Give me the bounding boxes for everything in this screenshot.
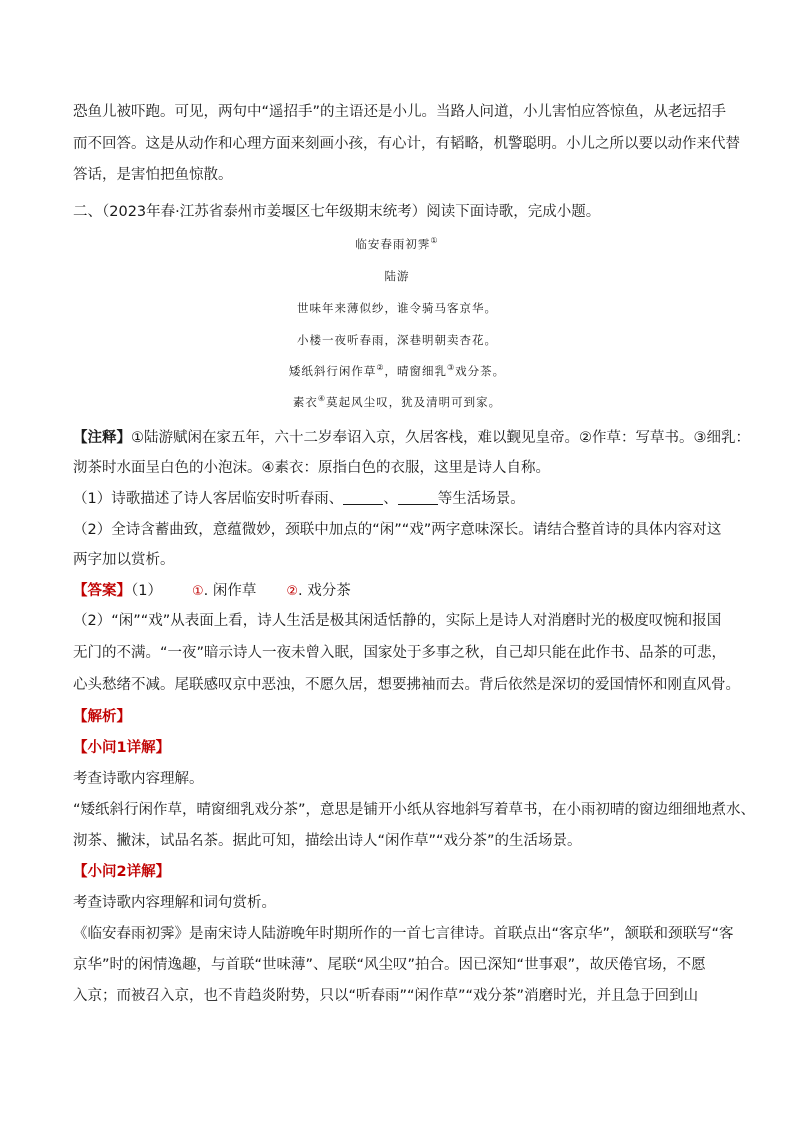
footnote-marker: ② bbox=[376, 363, 385, 373]
notes-line: 沏茶时水面呈白色的小泡沫。④素衣：原指白色的衣服，这里是诗人自称。 bbox=[73, 460, 550, 476]
notes-line: 【注释】①陆游赋闲在家五年，六十二岁奉诏入京，久居客栈，难以觐见皇帝。②作草：写草书。③细乳： bbox=[73, 430, 750, 446]
paragraph-line: 而不回答。这是从动作和心理方面来刻画小孩，有心计，有韬略，机警聪明。小儿之所以要以动作来代替 bbox=[73, 136, 740, 152]
poem-line: 小楼一夜听春雨，深巷明朝卖杏花。 bbox=[297, 333, 497, 347]
answer-label: 【答案】 bbox=[73, 583, 131, 599]
analysis-line: 考查诗歌内容理解。 bbox=[73, 771, 204, 787]
answer-line: 无门的不满。“一夜”暗示诗人一夜未曾入眠，国家处于多事之秋，自己却只能在此作书、品茶的可悲， bbox=[73, 645, 727, 661]
question-2-line: （2）全诗含蓄曲致，意蕴微妙，颈联中加点的“闲”“戏”两字意味深长。请结合整首诗的具体内容对这 bbox=[73, 522, 722, 538]
sub-question-label: 【小问1详解】 bbox=[73, 740, 171, 756]
poem-line: 矮纸斜行闲作草②，晴窗细乳③戏分茶。 bbox=[288, 363, 506, 378]
answer-line: 【答案】（1） ①. 闲作草 ②. 戏分茶 bbox=[73, 583, 351, 599]
answer-marker: ① bbox=[191, 584, 204, 599]
footnote-marker: ③ bbox=[447, 363, 456, 373]
answer-blank bbox=[398, 490, 438, 505]
paragraph-line: 恐鱼儿被吓跑。可见，两句中“遥招手”的主语还是小儿。当路人问道，小儿害怕应答惊鱼，从老远招手 bbox=[73, 104, 727, 120]
analysis-label: 【解析】 bbox=[73, 709, 131, 725]
analysis-line: 考查诗歌内容理解和词句赏析。 bbox=[73, 895, 276, 911]
answer-marker: ② bbox=[286, 584, 299, 599]
notes-label: 【注释】 bbox=[73, 430, 131, 446]
answer-blank bbox=[343, 490, 383, 505]
analysis-line: 入京；而被召入京，也不肯趋炎附势，只以“听春雨”“闲作草”“戏分茶”消磨时光，并且急于回到山 bbox=[73, 988, 699, 1004]
analysis-line: “矮纸斜行闲作草，晴窗细乳戏分茶”，意思是铺开小纸从容地斜写着草书，在小雨初晴的窗边细细地煮水、 bbox=[73, 802, 756, 818]
answer-line: （2）“闲”“戏”从表面上看，诗人生活是极其闲适恬静的，实际上是诗人对消磨时光的极度叹惋和报国 bbox=[73, 613, 722, 629]
question-2-line: 两字加以赏析。 bbox=[73, 552, 175, 568]
sub-question-label: 【小问2详解】 bbox=[73, 864, 171, 880]
analysis-line: 沏茶、撇沫，试品名茶。据此可知，描绘出诗人“闲作草”“戏分茶”的生活场景。 bbox=[73, 833, 582, 849]
footnote-marker: ④ bbox=[317, 394, 327, 404]
answer-line: 心头愁绪不减。尾联感叹京中恶浊，不愿久居，想要拂袖而去。背后依然是深切的爱国情怀和刚直风骨。 bbox=[73, 677, 740, 693]
poem-line: 世味年来薄似纱，谁令骑马客京华。 bbox=[297, 301, 497, 315]
question-heading: 二、（2023年春·江苏省泰州市姜堰区七年级期末统考）阅读下面诗歌，完成小题。 bbox=[73, 204, 601, 220]
poem-title: 临安春雨初霁① bbox=[355, 236, 439, 251]
footnote-marker: ① bbox=[430, 236, 439, 246]
paragraph-line: 答话，是害怕把鱼惊散。 bbox=[73, 167, 233, 183]
poem-line: 素衣④莫起风尘叹，犹及清明可到家。 bbox=[292, 394, 502, 409]
question-1: （1）诗歌描述了诗人客居临安时听春雨、 、 等生活场景。 bbox=[73, 491, 525, 507]
poem-author: 陆游 bbox=[384, 269, 410, 283]
analysis-line: 《临安春雨初霁》是南宋诗人陆游晚年时期所作的一首七言律诗。首联点出“客京华”，颔联和颈联写“客 bbox=[73, 926, 734, 942]
analysis-line: 京华”时的闲情逸趣，与首联“世味薄”、尾联“风尘叹”拍合。因已深知“世事艰”，故厌倦官场，不愿 bbox=[73, 957, 706, 973]
